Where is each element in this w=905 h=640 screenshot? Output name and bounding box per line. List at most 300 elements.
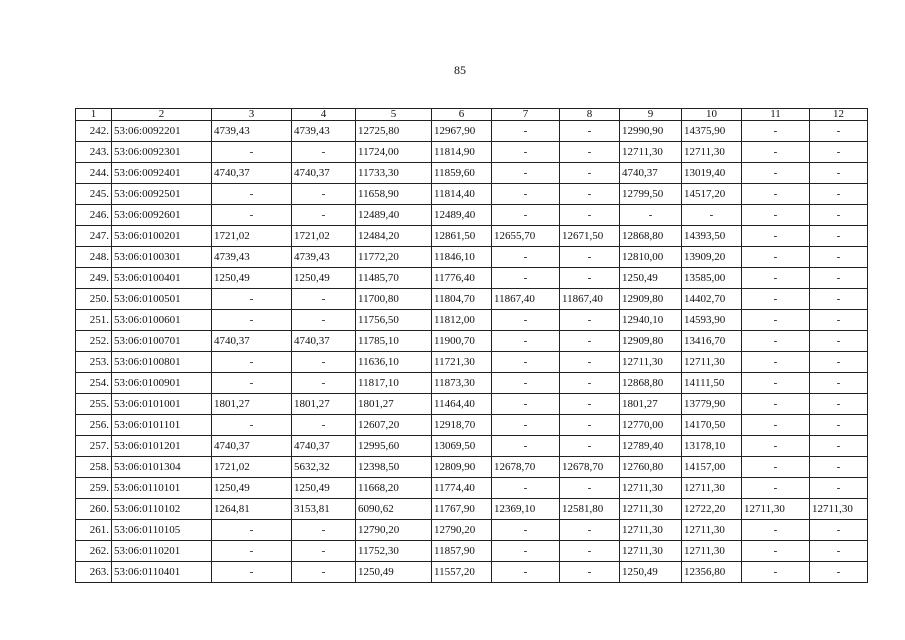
table-cell-col-5: 11485,70 (356, 268, 432, 289)
table-cell-col-3: 1250,49 (212, 268, 292, 289)
table-cell-col-7: 12655,70 (492, 226, 560, 247)
table-cell-col-10: 14375,90 (682, 121, 742, 142)
table-cell-col-2: 53:06:0101001 (112, 394, 212, 415)
table-cell-col-10: 14170,50 (682, 415, 742, 436)
table-cell-col-2: 53:06:0100301 (112, 247, 212, 268)
table-cell-col-2: 53:06:0100201 (112, 226, 212, 247)
table-cell-col-10: 14593,90 (682, 310, 742, 331)
table-cell-col-11: - (742, 436, 810, 457)
table-cell-col-2: 53:06:0100401 (112, 268, 212, 289)
table-cell-col-2: 53:06:0110105 (112, 520, 212, 541)
table-cell-col-1: 252. (76, 331, 112, 352)
table-cell-col-9: 1801,27 (620, 394, 682, 415)
table-row (76, 289, 868, 310)
table-cell-col-2: 53:06:0101304 (112, 457, 212, 478)
table-cell-col-12: - (810, 142, 868, 163)
table-cell-col-11: - (742, 562, 810, 583)
table-cell-col-10: 14393,50 (682, 226, 742, 247)
table-cell-col-2: 53:06:0100801 (112, 352, 212, 373)
table-row (76, 226, 868, 247)
table-cell-col-8: - (560, 205, 620, 226)
table-cell-col-12: - (810, 373, 868, 394)
table-cell-col-6: 11804,70 (432, 289, 492, 310)
table-cell-col-12: - (810, 226, 868, 247)
table-cell-col-5: 11756,50 (356, 310, 432, 331)
table-cell-col-6: 11557,20 (432, 562, 492, 583)
table-cell-col-10: 12711,30 (682, 541, 742, 562)
table-cell-col-1: 253. (76, 352, 112, 373)
table-cell-col-7: - (492, 142, 560, 163)
table-cell-col-1: 249. (76, 268, 112, 289)
table-row (76, 310, 868, 331)
table-cell-col-7: 11867,40 (492, 289, 560, 310)
table-cell-col-4: - (292, 541, 356, 562)
table-cell-col-10: 12711,30 (682, 478, 742, 499)
table-cell-col-9: 12711,30 (620, 352, 682, 373)
table-cell-col-9: 12770,00 (620, 415, 682, 436)
table-cell-col-8: - (560, 415, 620, 436)
table-cell-col-3: - (212, 310, 292, 331)
column-header-9: 9 (620, 109, 682, 121)
table-cell-col-7: - (492, 268, 560, 289)
table-cell-col-3: - (212, 205, 292, 226)
table-cell-col-6: 11767,90 (432, 499, 492, 520)
table-cell-col-12: - (810, 457, 868, 478)
table-cell-col-1: 246. (76, 205, 112, 226)
table-cell-col-2: 53:06:0092401 (112, 163, 212, 184)
table-cell-col-12: - (810, 331, 868, 352)
table-cell-col-4: - (292, 352, 356, 373)
table-cell-col-5: 12484,20 (356, 226, 432, 247)
column-header-6: 6 (432, 109, 492, 121)
table-cell-col-7: - (492, 331, 560, 352)
table-cell-col-1: 244. (76, 163, 112, 184)
table-cell-col-4: 3153,81 (292, 499, 356, 520)
table-cell-col-4: - (292, 184, 356, 205)
table-cell-col-3: - (212, 541, 292, 562)
table-cell-col-12: - (810, 121, 868, 142)
table-cell-col-1: 262. (76, 541, 112, 562)
table-cell-col-6: 12918,70 (432, 415, 492, 436)
table-cell-col-10: 13585,00 (682, 268, 742, 289)
table-cell-col-2: 53:06:0110201 (112, 541, 212, 562)
table-cell-col-4: - (292, 142, 356, 163)
table-cell-col-6: 12489,40 (432, 205, 492, 226)
table-cell-col-5: 12489,40 (356, 205, 432, 226)
table-cell-col-3: 1264,81 (212, 499, 292, 520)
table-cell-col-10: - (682, 205, 742, 226)
table-cell-col-9: 12760,80 (620, 457, 682, 478)
table-cell-col-11: - (742, 226, 810, 247)
table-cell-col-1: 259. (76, 478, 112, 499)
table-cell-col-7: - (492, 520, 560, 541)
table-cell-col-9: 12711,30 (620, 541, 682, 562)
table-cell-col-11: - (742, 373, 810, 394)
table-cell-col-7: - (492, 541, 560, 562)
table-row (76, 436, 868, 457)
table-row (76, 247, 868, 268)
table-cell-col-7: - (492, 163, 560, 184)
table-cell-col-11: - (742, 310, 810, 331)
table-cell-col-8: - (560, 331, 620, 352)
table-cell-col-10: 13178,10 (682, 436, 742, 457)
table-cell-col-4: 4740,37 (292, 436, 356, 457)
table-cell-col-8: - (560, 520, 620, 541)
table-cell-col-9: 12990,90 (620, 121, 682, 142)
table-cell-col-12: - (810, 520, 868, 541)
table-cell-col-12: - (810, 184, 868, 205)
table-cell-col-4: - (292, 520, 356, 541)
table-cell-col-4: - (292, 289, 356, 310)
table-cell-col-2: 53:06:0092501 (112, 184, 212, 205)
table-cell-col-3: 1721,02 (212, 226, 292, 247)
table-cell-col-3: 4740,37 (212, 436, 292, 457)
table-cell-col-6: 12809,90 (432, 457, 492, 478)
table-cell-col-7: - (492, 121, 560, 142)
table-row (76, 520, 868, 541)
table-cell-col-6: 11900,70 (432, 331, 492, 352)
table-cell-col-3: 1721,02 (212, 457, 292, 478)
table-row (76, 268, 868, 289)
table-cell-col-11: - (742, 331, 810, 352)
table-cell-col-4: - (292, 310, 356, 331)
table-cell-col-7: - (492, 478, 560, 499)
table-cell-col-5: 12607,20 (356, 415, 432, 436)
header-row (76, 109, 868, 121)
table-cell-col-5: 6090,62 (356, 499, 432, 520)
table-cell-col-12: - (810, 247, 868, 268)
table-cell-col-9: 12789,40 (620, 436, 682, 457)
table-cell-col-10: 12711,30 (682, 520, 742, 541)
table-cell-col-8: 12678,70 (560, 457, 620, 478)
table-row (76, 415, 868, 436)
table-cell-col-9: 12940,10 (620, 310, 682, 331)
table-cell-col-7: - (492, 310, 560, 331)
table-cell-col-1: 255. (76, 394, 112, 415)
table-cell-col-1: 248. (76, 247, 112, 268)
table-cell-col-3: 4740,37 (212, 331, 292, 352)
table-cell-col-4: 4739,43 (292, 247, 356, 268)
table-cell-col-11: - (742, 541, 810, 562)
table-cell-col-6: 11857,90 (432, 541, 492, 562)
table-row (76, 352, 868, 373)
table-cell-col-6: 11721,30 (432, 352, 492, 373)
table-cell-col-7: - (492, 247, 560, 268)
table-cell-col-4: 1250,49 (292, 268, 356, 289)
table-cell-col-3: - (212, 520, 292, 541)
table-cell-col-6: 13069,50 (432, 436, 492, 457)
table-cell-col-12: - (810, 163, 868, 184)
table-cell-col-7: - (492, 436, 560, 457)
column-header-4: 4 (292, 109, 356, 121)
page-number: 85 (454, 63, 466, 77)
table-cell-col-12: - (810, 352, 868, 373)
table-cell-col-1: 261. (76, 520, 112, 541)
table-cell-col-5: 11724,00 (356, 142, 432, 163)
table-cell-col-11: - (742, 121, 810, 142)
table-cell-col-1: 242. (76, 121, 112, 142)
table-cell-col-10: 14517,20 (682, 184, 742, 205)
table-cell-col-4: 1250,49 (292, 478, 356, 499)
column-header-7: 7 (492, 109, 560, 121)
table-cell-col-4: - (292, 415, 356, 436)
table-cell-col-2: 53:06:0092201 (112, 121, 212, 142)
table-row (76, 478, 868, 499)
table-cell-col-3: 4739,43 (212, 247, 292, 268)
table-cell-col-4: - (292, 562, 356, 583)
table-cell-col-12: - (810, 289, 868, 310)
table-cell-col-10: 14157,00 (682, 457, 742, 478)
table-cell-col-12: - (810, 562, 868, 583)
table-row (76, 499, 868, 520)
table-cell-col-5: 1250,49 (356, 562, 432, 583)
table-cell-col-3: - (212, 289, 292, 310)
table-cell-col-7: - (492, 352, 560, 373)
table-cell-col-6: 11814,90 (432, 142, 492, 163)
table-row (76, 541, 868, 562)
table-cell-col-10: 14402,70 (682, 289, 742, 310)
table-cell-col-8: 11867,40 (560, 289, 620, 310)
table-cell-col-8: - (560, 184, 620, 205)
table-cell-col-10: 13416,70 (682, 331, 742, 352)
table-cell-col-4: 5632,32 (292, 457, 356, 478)
table-cell-col-6: 12967,90 (432, 121, 492, 142)
table-cell-col-6: 11814,40 (432, 184, 492, 205)
table-cell-col-9: 12868,80 (620, 373, 682, 394)
table-cell-col-1: 243. (76, 142, 112, 163)
table-cell-col-2: 53:06:0110102 (112, 499, 212, 520)
table-cell-col-9: 12711,30 (620, 520, 682, 541)
table-cell-col-3: 4739,43 (212, 121, 292, 142)
table-cell-col-1: 254. (76, 373, 112, 394)
table-cell-col-9: 1250,49 (620, 562, 682, 583)
table-cell-col-4: 4740,37 (292, 331, 356, 352)
table-cell-col-4: - (292, 205, 356, 226)
table-cell-col-3: - (212, 184, 292, 205)
column-header-3: 3 (212, 109, 292, 121)
table-cell-col-10: 13019,40 (682, 163, 742, 184)
table-cell-col-11: - (742, 142, 810, 163)
table-cell-col-1: 250. (76, 289, 112, 310)
table-cell-col-6: 11846,10 (432, 247, 492, 268)
table-cell-col-8: - (560, 478, 620, 499)
table-cell-col-8: 12671,50 (560, 226, 620, 247)
table-cell-col-4: 4740,37 (292, 163, 356, 184)
table-cell-col-10: 13909,20 (682, 247, 742, 268)
table-cell-col-7: - (492, 184, 560, 205)
table-cell-col-8: - (560, 121, 620, 142)
table-cell-col-5: 11817,10 (356, 373, 432, 394)
table-cell-col-6: 11774,40 (432, 478, 492, 499)
table-cell-col-5: 12398,50 (356, 457, 432, 478)
table-cell-col-8: - (560, 352, 620, 373)
table-cell-col-2: 53:06:0100901 (112, 373, 212, 394)
table-row (76, 373, 868, 394)
table-cell-col-3: 4740,37 (212, 163, 292, 184)
table-cell-col-1: 263. (76, 562, 112, 583)
table-row (76, 205, 868, 226)
table-cell-col-5: 11733,30 (356, 163, 432, 184)
column-header-11: 11 (742, 109, 810, 121)
table-cell-col-3: - (212, 142, 292, 163)
table-cell-col-1: 247. (76, 226, 112, 247)
table-cell-col-11: - (742, 247, 810, 268)
table-cell-col-11: - (742, 184, 810, 205)
column-header-10: 10 (682, 109, 742, 121)
data-table (75, 108, 868, 583)
table-row (76, 331, 868, 352)
table-cell-col-12: - (810, 268, 868, 289)
table-cell-col-9: 12909,80 (620, 331, 682, 352)
table-cell-col-5: 11700,80 (356, 289, 432, 310)
table-cell-col-11: - (742, 289, 810, 310)
column-header-1: 1 (76, 109, 112, 121)
table-cell-col-5: 11658,90 (356, 184, 432, 205)
table-cell-col-2: 53:06:0110401 (112, 562, 212, 583)
table-cell-col-1: 258. (76, 457, 112, 478)
table-cell-col-6: 11859,60 (432, 163, 492, 184)
table-cell-col-3: - (212, 415, 292, 436)
table-cell-col-2: 53:06:0100701 (112, 331, 212, 352)
table-cell-col-4: 1801,27 (292, 394, 356, 415)
table-cell-col-10: 12722,20 (682, 499, 742, 520)
table-cell-col-11: - (742, 394, 810, 415)
table-cell-col-8: 12581,80 (560, 499, 620, 520)
table-cell-col-10: 12711,30 (682, 352, 742, 373)
table-cell-col-9: 4740,37 (620, 163, 682, 184)
table-cell-col-5: 12790,20 (356, 520, 432, 541)
table-cell-col-1: 245. (76, 184, 112, 205)
table-cell-col-9: - (620, 205, 682, 226)
table-cell-col-4: 4739,43 (292, 121, 356, 142)
table-cell-col-2: 53:06:0092601 (112, 205, 212, 226)
table-cell-col-9: 12810,00 (620, 247, 682, 268)
table-cell-col-9: 1250,49 (620, 268, 682, 289)
table-cell-col-11: 12711,30 (742, 499, 810, 520)
table-cell-col-4: - (292, 373, 356, 394)
table-cell-col-2: 53:06:0092301 (112, 142, 212, 163)
table-cell-col-11: - (742, 352, 810, 373)
table-cell-col-3: - (212, 373, 292, 394)
table-cell-col-1: 260. (76, 499, 112, 520)
table-cell-col-10: 14111,50 (682, 373, 742, 394)
table-cell-col-1: 256. (76, 415, 112, 436)
table-cell-col-6: 11776,40 (432, 268, 492, 289)
table-cell-col-2: 53:06:0101201 (112, 436, 212, 457)
table-cell-col-6: 12790,20 (432, 520, 492, 541)
table-row (76, 184, 868, 205)
table-cell-col-1: 251. (76, 310, 112, 331)
table-cell-col-6: 12861,50 (432, 226, 492, 247)
table-cell-col-11: - (742, 268, 810, 289)
table-cell-col-12: - (810, 310, 868, 331)
table-cell-col-5: 11772,20 (356, 247, 432, 268)
table-row (76, 394, 868, 415)
table-cell-col-3: 1801,27 (212, 394, 292, 415)
table-cell-col-5: 12725,80 (356, 121, 432, 142)
table-cell-col-2: 53:06:0100501 (112, 289, 212, 310)
table-cell-col-5: 11752,30 (356, 541, 432, 562)
table-cell-col-7: - (492, 415, 560, 436)
column-header-2: 2 (112, 109, 212, 121)
table-cell-col-11: - (742, 415, 810, 436)
table-cell-col-12: - (810, 478, 868, 499)
table-cell-col-9: 12909,80 (620, 289, 682, 310)
table-cell-col-7: - (492, 373, 560, 394)
table-cell-col-8: - (560, 310, 620, 331)
table-cell-col-12: - (810, 541, 868, 562)
table-cell-col-3: 1250,49 (212, 478, 292, 499)
table-cell-col-12: - (810, 205, 868, 226)
table-cell-col-2: 53:06:0110101 (112, 478, 212, 499)
table-cell-col-10: 12711,30 (682, 142, 742, 163)
table-cell-col-8: - (560, 142, 620, 163)
table-cell-col-5: 1801,27 (356, 394, 432, 415)
table-cell-col-5: 11668,20 (356, 478, 432, 499)
table-cell-col-11: - (742, 520, 810, 541)
table-cell-col-7: - (492, 562, 560, 583)
table-cell-col-3: - (212, 352, 292, 373)
table-body (76, 121, 868, 583)
table-cell-col-6: 11873,30 (432, 373, 492, 394)
table-row (76, 163, 868, 184)
table-cell-col-12: - (810, 415, 868, 436)
table-cell-col-8: - (560, 394, 620, 415)
table-row (76, 562, 868, 583)
table-row (76, 142, 868, 163)
table-cell-col-11: - (742, 205, 810, 226)
table-cell-col-8: - (560, 373, 620, 394)
table-cell-col-4: 1721,02 (292, 226, 356, 247)
table-cell-col-9: 12711,30 (620, 478, 682, 499)
table-cell-col-1: 257. (76, 436, 112, 457)
table-row (76, 121, 868, 142)
table-cell-col-7: 12369,10 (492, 499, 560, 520)
table-cell-col-6: 11812,00 (432, 310, 492, 331)
table-cell-col-2: 53:06:0101101 (112, 415, 212, 436)
table-cell-col-12: - (810, 436, 868, 457)
table-cell-col-2: 53:06:0100601 (112, 310, 212, 331)
table-cell-col-9: 12711,30 (620, 142, 682, 163)
table-cell-col-10: 13779,90 (682, 394, 742, 415)
table-cell-col-11: - (742, 163, 810, 184)
table-cell-col-3: - (212, 562, 292, 583)
table-cell-col-8: - (560, 562, 620, 583)
column-header-5: 5 (356, 109, 432, 121)
table-cell-col-8: - (560, 247, 620, 268)
table-cell-col-12: - (810, 394, 868, 415)
table-cell-col-8: - (560, 541, 620, 562)
column-header-12: 12 (810, 109, 868, 121)
table-cell-col-8: - (560, 436, 620, 457)
table-cell-col-6: 11464,40 (432, 394, 492, 415)
table-cell-col-7: 12678,70 (492, 457, 560, 478)
table-cell-col-9: 12711,30 (620, 499, 682, 520)
table-cell-col-7: - (492, 205, 560, 226)
table-cell-col-5: 12995,60 (356, 436, 432, 457)
table-cell-col-8: - (560, 268, 620, 289)
table-cell-col-11: - (742, 478, 810, 499)
table-cell-col-8: - (560, 163, 620, 184)
table-cell-col-12: 12711,30 (810, 499, 868, 520)
column-header-8: 8 (560, 109, 620, 121)
table-cell-col-9: 12868,80 (620, 226, 682, 247)
table-cell-col-11: - (742, 457, 810, 478)
table-cell-col-5: 11785,10 (356, 331, 432, 352)
table-cell-col-9: 12799,50 (620, 184, 682, 205)
table-cell-col-7: - (492, 394, 560, 415)
table-cell-col-5: 11636,10 (356, 352, 432, 373)
